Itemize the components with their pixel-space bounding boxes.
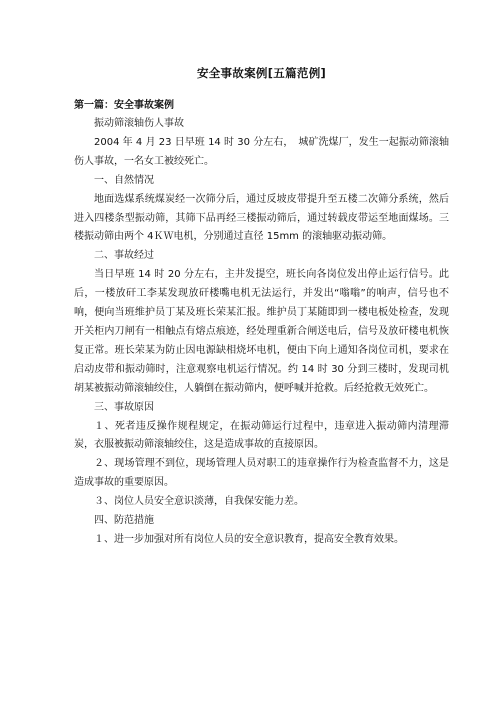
section-heading-accident-causes: 三、事故原因: [94, 401, 154, 413]
chapter-title: 第一篇：安全事故案例: [74, 100, 174, 111]
cause-item-3: ３、岗位人员安全意识淡薄，自我保安能力差。: [94, 496, 304, 508]
natural-conditions-paragraph: 地面选煤系统煤炭经一次筛分后，通过反坡皮带提升至五楼二次筛分系统，然后进入四楼条型振动筛，其筛下品再经三楼振动筛后，通过转载皮带运至地面煤场。三楼振动筛由两个 4ＫＷ电机，分别通过直径 15mm 的滚轴驱动振动筛。: [74, 193, 449, 243]
incident-summary-paragraph: 2004 年 4 月 23 日早班 14 时 30 分左右， 城矿洗煤厂，发生一起振动筛滚轴伤人事故，一名女工被绞死亡。: [74, 136, 449, 167]
document-title: 安全事故案例[五篇范例]: [196, 66, 327, 80]
document-page: [74, 64, 449, 550]
section-heading-accident-process: 二、事故经过: [94, 250, 154, 262]
section-heading-prevention-measures: 四、防范措施: [94, 515, 154, 527]
cause-item-1: １、死者违反操作规程规定，在振动筛运行过程中，违章进入振动筛内清理滞炭，衣服被振动筛滚轴绞住，这是造成事故的直接原因。: [74, 420, 449, 451]
measure-item-1: １、进一步加强对所有岗位人员的安全意识教育，提高安全教育效果。: [94, 533, 404, 545]
section-subtitle: 振动筛滚轴伤人事故: [94, 118, 184, 129]
accident-process-paragraph: 当日早班 14 时 20 分左右，主井发提空，班长向各岗位发出停止运行信号。此后，一楼放矸工李某发现放矸楼嘴电机无法运行，并发出“嗡嗡”的响声，信号也不响，便向当班维护员丁某及班长荣某汇报。维护员丁某随即到一楼电板处检查，发现开关柜内刀闸有一相触点有熔点痕迹，经处理重新合闸送电后，信号及放矸楼电机恢复正常。班长荣某为防止因电源缺相烧坏电机，便由下向上通知各岗位司机，要求在启动皮带和振动筛时，注意观察电机运行情况。约 14 时 30 分到三楼时，发现司机胡某被振动筛滚轴绞住，人躺倒在振动筛内，便呼喊并抢救。后经抢救无效死亡。: [74, 269, 449, 394]
cause-item-2: ２、现场管理不到位，现场管理人员对职工的违章操作行为检查监督不力，这是造成事故的重要原因。: [74, 458, 449, 489]
section-heading-natural-conditions: 一、自然情况: [94, 174, 154, 186]
